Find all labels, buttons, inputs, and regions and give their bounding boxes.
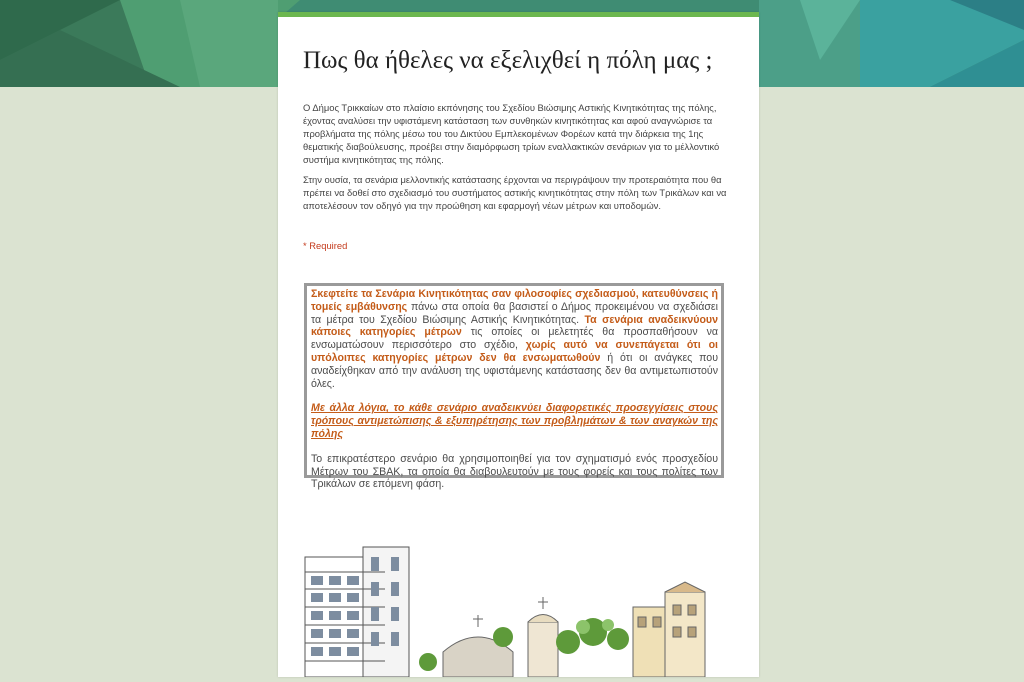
form-description-paragraph-1: Ο Δήμος Τρικκαίων στο πλαίσιο εκπόνησης του Σχεδίου Βιώσιμης Αστικής Κινητικότητας της πόλης, έχοντας αναλύσει την υφιστάμενη κατάσταση των συνθηκών κινητικότητας και αφού αναγνώρισε τα προβλήματα της πόλης μέσω του του Δικτύου Εμπλεκομένων Φορέων κατά την διάρκεια της 1ης θεματικής διαβούλευσης, προέβει στην διαμόρφωση τρίων εναλλακτικών σενάριων για το μέλλοντικό συστήμα κινητικότητας της πόλης. xyxy=(303,102,720,165)
scenario-paragraph-2 xyxy=(311,402,718,440)
scenario-paragraph-3: Το επικρατέστερο σενάριο θα χρησιμοποιηθεί για τον σχηματισμό ενός προσχεδίου Μέτρων του ΣΒΑΚ, τα οποία θα διαβουλευτούν με τους φορείς και τους πολίτες των Τρικάλων σε επόμενη φάση. xyxy=(311,452,718,491)
city-illustration xyxy=(303,527,743,677)
scenario-info-box xyxy=(304,283,724,491)
scenario-text-3: ή ότι οι ανάγκες που αναδείχθηκαν από την ανάλυση της υφιστάμενης κατάστασης δεν θα αντιμετωπιστούν όλες. xyxy=(311,351,718,390)
scenario-emphasis: Με άλλα λόγια, το κάθε σενάριο αναδεικνύει διαφορετικές προσεγγίσεις στους τρόπους αντιμετώπισης & εξυπηρέτησης των προβλημάτων & των αναγκών της πόλης xyxy=(311,402,718,440)
scenario-highlight-1: Σκεφτείτε τα Σενάρια Κινητικότητας σαν φιλοσοφίες σχεδιασμού, κατευθύνσεις ή τομείς εμβάθυνσης xyxy=(311,288,718,313)
scenario-text-1: πάνω στα οποία θα βασιστεί ο Δήμος προκειμένου να σχεδιάσει τα μέτρα του Σχεδίου Βιώσιμης Αστικής Κινητικότητας. xyxy=(311,300,718,326)
form-title: Πως θα ήθελες να εξελιχθεί η πόλη μας ; xyxy=(303,47,713,74)
scenario-highlight-3: χωρίς αυτό να συνεπάγεται ότι οι υπόλοιπες κατηγορίες μέτρων δεν θα ενσωματωθούν xyxy=(311,339,718,364)
form-description-paragraph-2: Στην ουσία, τα σενάρια μελλοντικής κατάστασης έρχονται να περιγράψουν την προτεραιότητα που θα πρέπει να δοθεί στο σχεδιασμό του συστήματος αστικής κινητικότητας στην πόλη των Τρικάλων και να αποτελέσουν τον οδηγό για την προώθηση και εφαρμογή νέων μέτρων και υποδομών. xyxy=(303,174,727,211)
scenario-highlight-2: Τα σενάρια αναδεικνύουν κάποιες κατηγορίες μέτρων xyxy=(311,313,718,339)
scenario-paragraph-1 xyxy=(311,288,718,390)
required-note: * Required xyxy=(303,240,348,251)
form-card xyxy=(278,12,759,677)
scenario-text-2: τις οποίες οι μελετητές θα προσπαθήσουν να ενσωματώσουν περισσότερο στο σχέδιο, xyxy=(311,326,718,352)
